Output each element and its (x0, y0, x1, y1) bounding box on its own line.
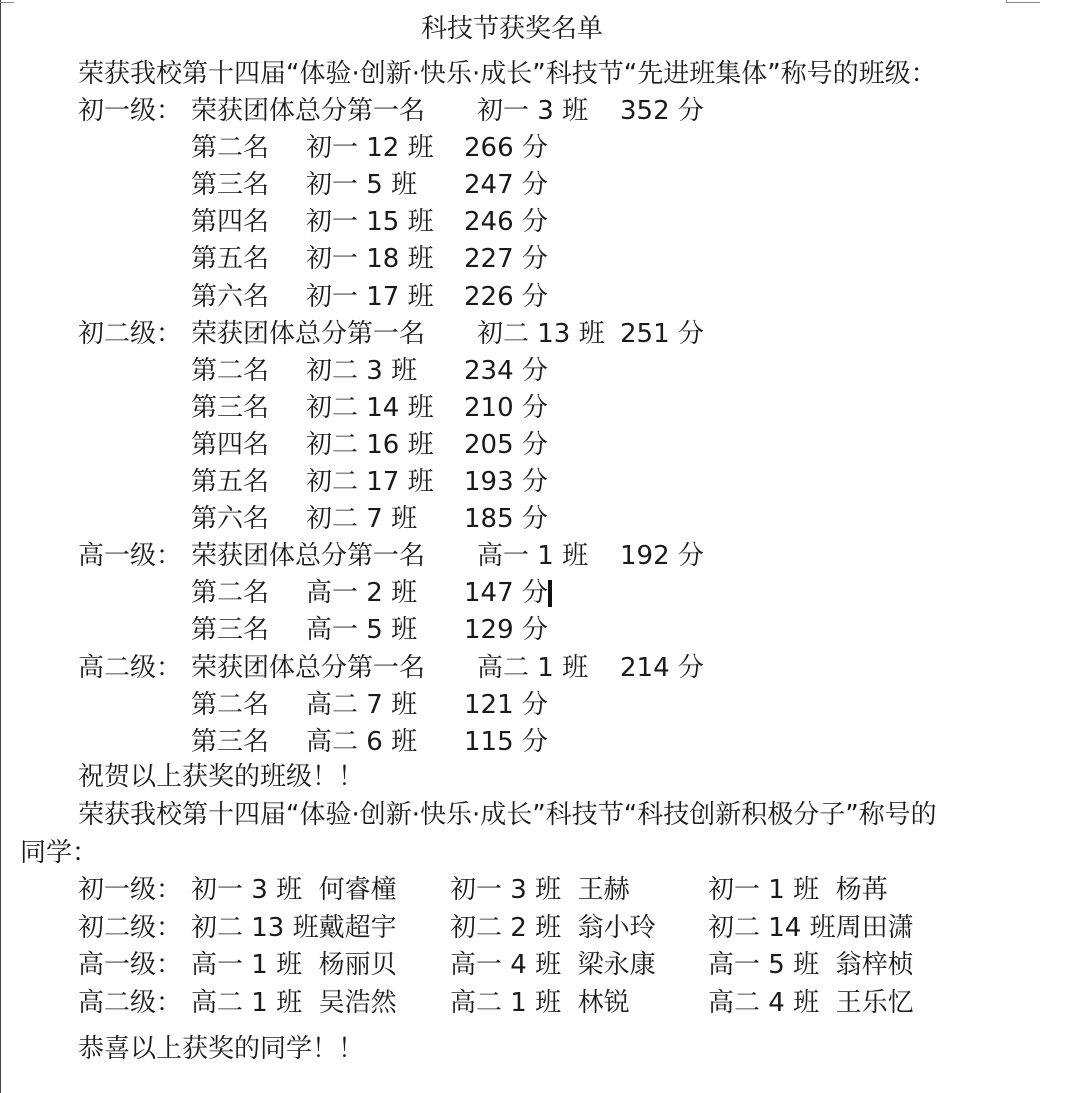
page-corner-mark (1006, 2, 1040, 3)
grade-label: 初一级： (78, 875, 183, 905)
student-entry: 初二 2 班 翁小玲 (450, 913, 656, 943)
class-score: 147 分 (464, 578, 548, 608)
class-name: 初二 14 班 (306, 393, 434, 423)
class-score: 193 分 (464, 467, 548, 497)
class-name: 初一 12 班 (306, 133, 434, 163)
intro-class-paragraph[interactable]: 荣获我校第十四届“体验·创新·快乐·成长”科技节“先进班集体”称号的班级： (78, 59, 937, 89)
class-name: 初二 7 班 (306, 504, 418, 534)
rank-label: 第二名 (191, 133, 270, 163)
class-score: 234 分 (464, 356, 548, 386)
class-score: 266 分 (464, 133, 548, 163)
class-name: 高一 1 班 (477, 541, 589, 571)
student-entry: 初一 1 班 杨苒 (708, 875, 888, 905)
page-corner-mark (1006, 0, 1007, 3)
rank-label: 第三名 (191, 615, 270, 645)
class-score: 115 分 (464, 727, 548, 757)
page-corner-mark (0, 2, 14, 3)
rank-label: 第二名 (191, 356, 270, 386)
rank-label: 第二名 (191, 578, 270, 608)
class-name: 初一 15 班 (306, 207, 434, 237)
student-entry: 高一 1 班 杨丽贝 (191, 950, 397, 980)
student-entry: 高一 5 班 翁梓桢 (708, 950, 914, 980)
grade-label: 高一级： (78, 950, 183, 980)
rank-label: 第四名 (191, 430, 270, 460)
student-entry: 高二 4 班 王乐忆 (708, 988, 914, 1018)
class-score: 210 分 (464, 393, 548, 423)
congrats-class-line[interactable]: 祝贺以上获奖的班级！！ (78, 762, 365, 792)
grade-label: 初二级： (78, 913, 183, 943)
class-name: 初二 17 班 (306, 467, 434, 497)
grade-label: 高一级： (78, 541, 183, 571)
class-name: 初一 3 班 (477, 96, 589, 126)
class-score: 121 分 (464, 690, 548, 720)
class-score: 214 分 (620, 653, 704, 683)
document-title: 科技节获奖名单 (420, 14, 603, 44)
class-name: 高二 1 班 (477, 653, 589, 683)
class-name: 高一 2 班 (306, 578, 418, 608)
rank-label: 第四名 (191, 207, 270, 237)
rank-label: 第五名 (191, 467, 270, 497)
student-entry: 高二 1 班 林锐 (450, 988, 630, 1018)
first-place-label: 荣获团体总分第一名 (191, 319, 426, 349)
class-name: 初二 16 班 (306, 430, 434, 460)
student-entry: 初一 3 班 何睿橦 (191, 875, 397, 905)
rank-label: 第三名 (191, 170, 270, 200)
class-name: 初一 5 班 (306, 170, 418, 200)
rank-label: 第五名 (191, 244, 270, 274)
student-entry: 高二 1 班 吴浩然 (191, 988, 397, 1018)
rank-label: 第六名 (191, 282, 270, 312)
student-entry: 初一 3 班 王赫 (450, 875, 630, 905)
class-name: 初一 17 班 (306, 282, 434, 312)
class-name: 高二 6 班 (306, 727, 418, 757)
class-score: 226 分 (464, 282, 548, 312)
rank-label: 第三名 (191, 727, 270, 757)
class-score: 205 分 (464, 430, 548, 460)
grade-label: 初一级： (78, 96, 183, 126)
intro-student-paragraph-cont[interactable]: 同学： (20, 838, 99, 868)
rank-label: 第二名 (191, 690, 270, 720)
class-name: 高二 7 班 (306, 690, 418, 720)
class-name: 初一 18 班 (306, 244, 434, 274)
student-entry: 初二 14 班周田潇 (708, 913, 914, 943)
student-entry: 高一 4 班 梁永康 (450, 950, 656, 980)
class-score: 246 分 (464, 207, 548, 237)
rank-label: 第六名 (191, 504, 270, 534)
congrats-student-line[interactable]: 恭喜以上获奖的同学！！ (78, 1034, 365, 1064)
first-place-label: 荣获团体总分第一名 (191, 96, 426, 126)
intro-student-paragraph[interactable]: 荣获我校第十四届“体验·创新·快乐·成长”科技节“科技创新积极分子”称号的 (78, 800, 937, 830)
rank-label: 第三名 (191, 393, 270, 423)
page-left-edge (0, 0, 1, 1093)
grade-label: 高二级： (78, 653, 183, 683)
class-score: 251 分 (620, 319, 704, 349)
grade-label: 初二级： (78, 319, 183, 349)
text-cursor (548, 580, 552, 607)
class-score: 185 分 (464, 504, 548, 534)
class-score: 247 分 (464, 170, 548, 200)
class-score: 192 分 (620, 541, 704, 571)
class-name: 初二 3 班 (306, 356, 418, 386)
class-score: 227 分 (464, 244, 548, 274)
class-name: 高一 5 班 (306, 615, 418, 645)
class-score: 129 分 (464, 615, 548, 645)
class-score: 352 分 (620, 96, 704, 126)
first-place-label: 荣获团体总分第一名 (191, 653, 426, 683)
grade-label: 高二级： (78, 988, 183, 1018)
first-place-label: 荣获团体总分第一名 (191, 541, 426, 571)
student-entry: 初二 13 班戴超宇 (191, 913, 397, 943)
class-name: 初二 13 班 (477, 319, 605, 349)
